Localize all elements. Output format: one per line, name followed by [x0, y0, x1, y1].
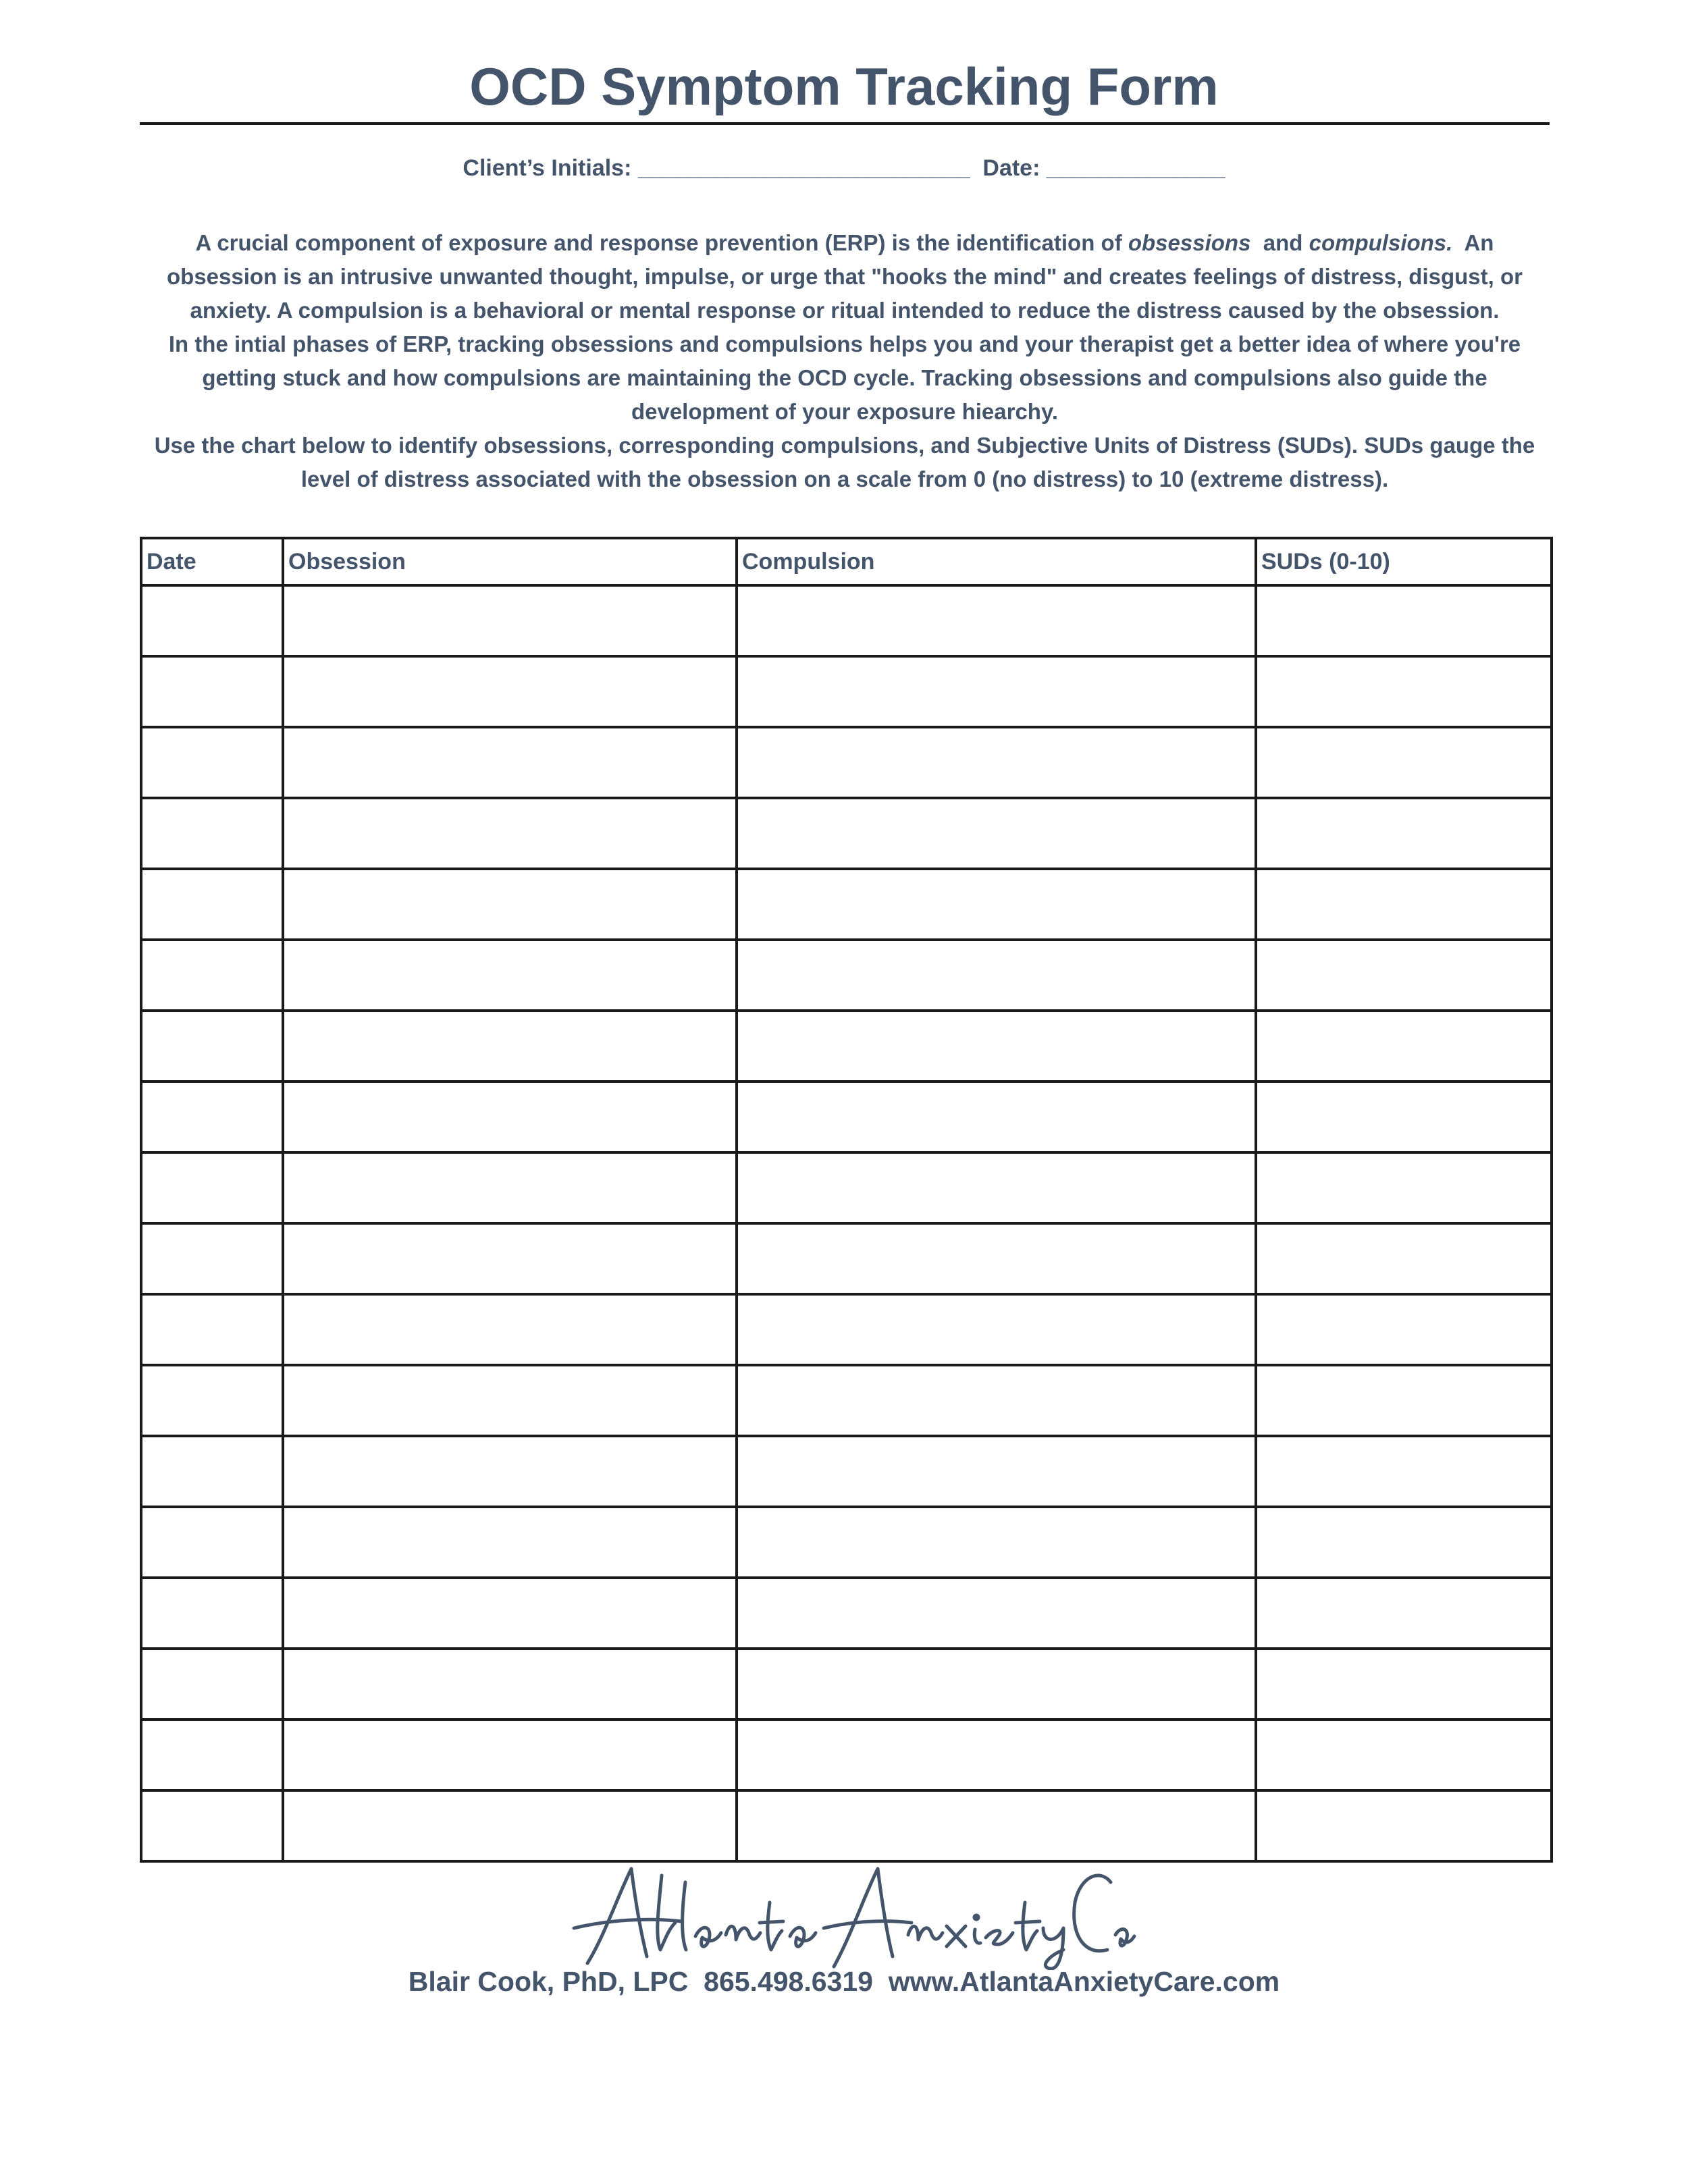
- cell-date[interactable]: [141, 1790, 283, 1861]
- intro-compulsions-term: compulsions.: [1309, 230, 1453, 255]
- cell-suds[interactable]: [1256, 1011, 1552, 1082]
- tracking-table: [140, 537, 1553, 1863]
- table-header-row: [141, 538, 1552, 585]
- intro-paragraph-3: Use the chart below to identify obsessions, corresponding compulsions, and Subjective Units of Distress (SUDs). SUDs gauge the level of distress associated with the obsession on a scale from 0 (no distress) to 10 (extreme distress).: [154, 433, 1535, 491]
- cell-date[interactable]: [141, 1436, 283, 1507]
- cell-compulsion[interactable]: [737, 1720, 1256, 1790]
- cell-obsession[interactable]: [283, 940, 737, 1011]
- cell-compulsion[interactable]: [737, 869, 1256, 940]
- cell-date[interactable]: [141, 869, 283, 940]
- footer-contact: Blair Cook, PhD, LPC 865.498.6319 www.AtlantaAnxietyCare.com: [408, 1966, 1280, 1997]
- cell-compulsion[interactable]: [737, 940, 1256, 1011]
- cell-suds[interactable]: [1256, 1152, 1552, 1223]
- table-row: [141, 1436, 1552, 1507]
- cell-date[interactable]: [141, 1152, 283, 1223]
- cell-suds[interactable]: [1256, 727, 1552, 798]
- cell-obsession[interactable]: [283, 1507, 737, 1578]
- intro-p1-and: and: [1250, 230, 1309, 255]
- intro-obsessions-term: obsessions: [1128, 230, 1251, 255]
- cell-obsession[interactable]: [283, 1436, 737, 1507]
- cell-suds[interactable]: [1256, 1578, 1552, 1649]
- table-row: [141, 1223, 1552, 1294]
- cell-suds[interactable]: [1256, 1720, 1552, 1790]
- cell-obsession[interactable]: [283, 1152, 737, 1223]
- cell-date[interactable]: [141, 1578, 283, 1649]
- cell-compulsion[interactable]: [737, 1436, 1256, 1507]
- intro-p1-text: A crucial component of exposure and response prevention (ERP) is the identification of: [195, 230, 1128, 255]
- cell-date[interactable]: [141, 1082, 283, 1152]
- table-row: [141, 727, 1552, 798]
- cell-compulsion[interactable]: [737, 1294, 1256, 1365]
- client-info-line: Client’s Initials: __________________________ Date: ______________: [463, 155, 1225, 181]
- cell-compulsion[interactable]: [737, 1790, 1256, 1861]
- table-row: [141, 1082, 1552, 1152]
- cell-obsession[interactable]: [283, 1011, 737, 1082]
- cell-suds[interactable]: [1256, 656, 1552, 727]
- cell-date[interactable]: [141, 940, 283, 1011]
- cell-suds[interactable]: [1256, 585, 1552, 656]
- cell-suds[interactable]: [1256, 1436, 1552, 1507]
- header-suds: SUDs (0-10): [1256, 538, 1552, 585]
- cell-compulsion[interactable]: [737, 1578, 1256, 1649]
- cell-suds[interactable]: [1256, 869, 1552, 940]
- table-row: [141, 1649, 1552, 1720]
- table-row: [141, 1294, 1552, 1365]
- cell-compulsion[interactable]: [737, 727, 1256, 798]
- cell-compulsion[interactable]: [737, 585, 1256, 656]
- cell-suds[interactable]: [1256, 1790, 1552, 1861]
- cell-obsession[interactable]: [283, 1720, 737, 1790]
- header-date: Date: [141, 538, 283, 585]
- intro-text: [140, 226, 1550, 496]
- cell-date[interactable]: [141, 1720, 283, 1790]
- cell-date[interactable]: [141, 585, 283, 656]
- intro-p1-continued: An obsession is an intrusive unwanted thought, impulse, or urge that "hooks the mind" and creates feelings of distress, disgust, or anxiety. A compulsion is a behavioral or mental response or ritual intended to reduce the distress caused by the obsession.: [167, 230, 1529, 323]
- header-compulsion: Compulsion: [737, 538, 1256, 585]
- cell-date[interactable]: [141, 1507, 283, 1578]
- page-title: OCD Symptom Tracking Form: [469, 57, 1219, 116]
- cell-date[interactable]: [141, 1223, 283, 1294]
- cell-obsession[interactable]: [283, 727, 737, 798]
- cell-compulsion[interactable]: [737, 1082, 1256, 1152]
- cell-suds[interactable]: [1256, 1294, 1552, 1365]
- cell-compulsion[interactable]: [737, 1011, 1256, 1082]
- cell-date[interactable]: [141, 798, 283, 869]
- cell-date[interactable]: [141, 656, 283, 727]
- logo-text: Atlanta Anxiety Care: [567, 1855, 574, 1856]
- cell-obsession[interactable]: [283, 1294, 737, 1365]
- cell-date[interactable]: [141, 1294, 283, 1365]
- cell-suds[interactable]: [1256, 1223, 1552, 1294]
- cell-obsession[interactable]: [283, 656, 737, 727]
- cell-suds[interactable]: [1256, 798, 1552, 869]
- cell-suds[interactable]: [1256, 1507, 1552, 1578]
- cell-obsession[interactable]: [283, 1578, 737, 1649]
- table-body: [141, 585, 1552, 1861]
- cell-obsession[interactable]: [283, 1649, 737, 1720]
- table-row: [141, 798, 1552, 869]
- cell-compulsion[interactable]: [737, 1152, 1256, 1223]
- table-row: [141, 656, 1552, 727]
- table-row: [141, 940, 1552, 1011]
- cell-suds[interactable]: [1256, 940, 1552, 1011]
- cell-compulsion[interactable]: [737, 1507, 1256, 1578]
- cell-date[interactable]: [141, 1649, 283, 1720]
- cell-compulsion[interactable]: [737, 1223, 1256, 1294]
- title-divider: [140, 122, 1550, 125]
- cell-date[interactable]: [141, 1011, 283, 1082]
- table-row: [141, 585, 1552, 656]
- cell-suds[interactable]: [1256, 1082, 1552, 1152]
- header-obsession: Obsession: [283, 538, 737, 585]
- intro-paragraph-1: [140, 226, 1550, 327]
- atlanta-anxiety-care-logo: [567, 1855, 1148, 1970]
- table-row: [141, 1507, 1552, 1578]
- cell-obsession[interactable]: [283, 1790, 737, 1861]
- cell-compulsion[interactable]: [737, 1365, 1256, 1436]
- cell-obsession[interactable]: [283, 798, 737, 869]
- table-row: [141, 1365, 1552, 1436]
- intro-paragraph-2: In the intial phases of ERP, tracking obsessions and compulsions helps you and your therapist get a better idea of where you're getting stuck and how compulsions are maintaining the OCD cycle. Tracking obsessions and compulsions also guide the development of your exposure hiearchy.: [168, 331, 1521, 424]
- cell-date[interactable]: [141, 1365, 283, 1436]
- cell-suds[interactable]: [1256, 1365, 1552, 1436]
- cell-obsession[interactable]: [283, 585, 737, 656]
- cell-compulsion[interactable]: [737, 656, 1256, 727]
- cell-compulsion[interactable]: [737, 1649, 1256, 1720]
- cell-date[interactable]: [141, 727, 283, 798]
- cell-compulsion[interactable]: [737, 798, 1256, 869]
- table-row: [141, 1011, 1552, 1082]
- table-row: [141, 1790, 1552, 1861]
- cell-obsession[interactable]: [283, 869, 737, 940]
- cell-obsession[interactable]: [283, 1082, 737, 1152]
- cell-obsession[interactable]: [283, 1223, 737, 1294]
- cell-suds[interactable]: [1256, 1649, 1552, 1720]
- table-row: [141, 1152, 1552, 1223]
- cell-obsession[interactable]: [283, 1365, 737, 1436]
- table-row: [141, 1720, 1552, 1790]
- table-row: [141, 869, 1552, 940]
- table-row: [141, 1578, 1552, 1649]
